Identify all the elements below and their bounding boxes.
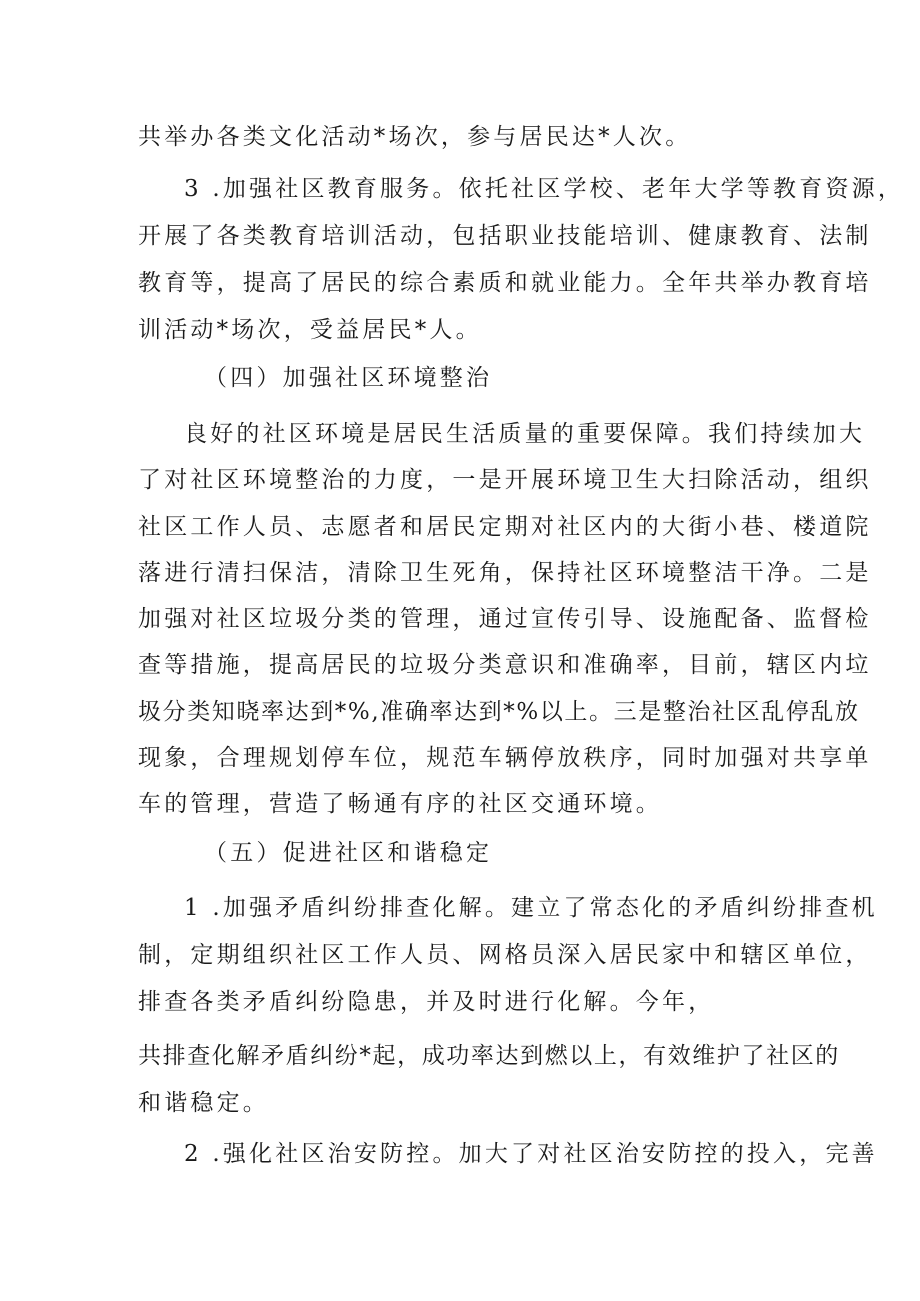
text-line-22: 2 .强化社区治安防控。加大了对社区治安防控的投入，完善 bbox=[184, 1141, 878, 1167]
text-line-18: 制，定期组织社区工作人员、网格员深入居民家中和辖区单位， bbox=[138, 942, 872, 968]
text-line-9: 社区工作人员、志愿者和居民定期对社区内的大街小巷、楼道院 bbox=[138, 514, 872, 540]
text-line-8: 了对社区环境整治的力度，一是开展环境卫生大扫除活动，组织 bbox=[138, 467, 872, 493]
text-line-15: 车的管理，营造了畅通有序的社区交通环境。 bbox=[138, 791, 662, 817]
section-heading-5: （五）促进社区和谐稳定 bbox=[204, 840, 493, 866]
section-heading-4: （四）加强社区环境整治 bbox=[204, 365, 493, 391]
text-line-4: 教育等，提高了居民的综合素质和就业能力。全年共举办教育培 bbox=[138, 270, 872, 296]
text-line-2: 3 .加强社区教育服务。依托社区学校、老年大学等教育资源， bbox=[184, 176, 905, 202]
text-line-1: 共举办各类文化活动*场次，参与居民达*人次。 bbox=[138, 124, 692, 150]
text-line-5: 训活动*场次，受益居民*人。 bbox=[138, 317, 482, 343]
text-line-12: 查等措施，提高居民的垃圾分类意识和准确率，目前，辖区内垃 bbox=[138, 652, 872, 678]
text-line-3: 开展了各类教育培训活动，包括职业技能培训、健康教育、法制 bbox=[138, 223, 872, 249]
text-line-21: 和谐稳定。 bbox=[138, 1090, 269, 1116]
text-line-20: 共排查化解矛盾纠纷*起，成功率达到燃以上，有效维护了社区的 bbox=[138, 1043, 840, 1069]
text-line-19: 排查各类矛盾纠纷隐患，并及时进行化解。今年， bbox=[138, 989, 715, 1015]
text-line-10: 落进行清扫保洁，清除卫生死角，保持社区环境整洁干净。二是 bbox=[138, 560, 872, 586]
text-line-7: 良好的社区环境是居民生活质量的重要保障。我们持续加大 bbox=[184, 421, 866, 447]
text-line-14: 现象，合理规划停车位，规范车辆停放秩序，同时加强对共享单 bbox=[138, 745, 872, 771]
text-line-13: 圾分类知晓率达到*%,准确率达到*%以上。三是整治社区乱停乱放 bbox=[138, 699, 860, 725]
text-line-11: 加强对社区垃圾分类的管理，通过宣传引导、设施配备、监督检 bbox=[138, 606, 872, 632]
text-line-17: 1 .加强矛盾纠纷排查化解。建立了常态化的矛盾纠纷排查机 bbox=[184, 895, 878, 921]
